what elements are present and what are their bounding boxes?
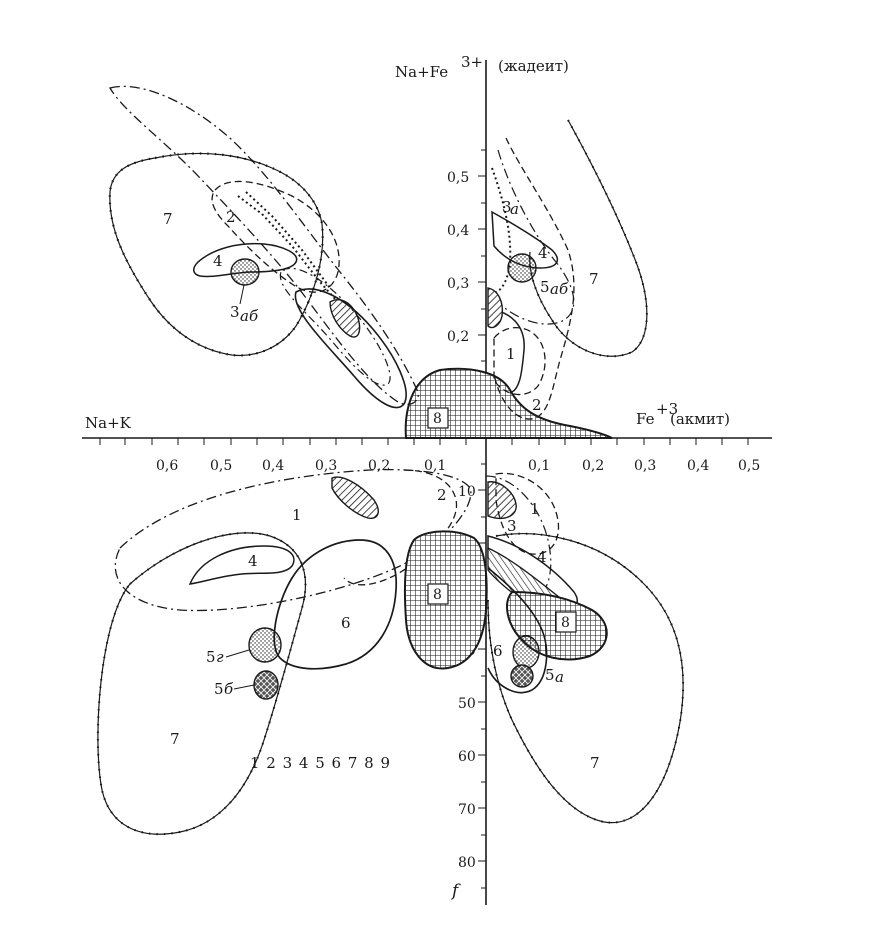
tick-label: 0,4 [262,458,285,474]
label-4-ll: 4 [248,552,258,570]
label-5ab-ur-sub: аб [550,280,569,298]
tick-label: 0,3 [634,458,657,474]
y-axis-ticks [478,150,486,888]
label-3ab-ul-sub: аб [240,307,259,325]
label-4-ul: 4 [213,252,223,270]
field-2-upper-right [494,138,574,419]
field-5g-lower-left [249,628,281,662]
label-7-ul: 7 [163,210,173,228]
label-1-ll: 1 [292,506,302,524]
field-5-stippled-lower-right [513,636,539,668]
tick-label: 70 [458,802,476,818]
upper-y-tick-labels [447,170,479,396]
label-1-lr: 1 [530,500,540,518]
legend-sequence: 1 2 3 4 5 6 7 8 9 [250,754,392,772]
leader-5g [226,650,249,657]
field-5ab-upper-right [508,254,536,282]
label-8-ll: 8 [433,587,442,603]
field-hatched-lower-right [488,482,516,519]
field-7-upper-right-outline [530,120,647,356]
leader-5b [234,685,254,689]
left-axis-label: Na+K [85,414,131,432]
tick-label: 0,5 [738,458,761,474]
x-right-tick-labels [528,458,760,474]
tick-label: 80 [458,855,476,871]
field-hatched-upper-right [488,288,502,328]
tick-label: 0,3 [447,276,470,292]
field-1-upper-left-envelope [110,86,418,404]
top-axis-superscript: 3+ [461,53,484,71]
label-8-center: 8 [433,411,442,427]
tick-label: 0,2 [368,458,391,474]
axes [82,60,772,905]
field-dotted-corridor [238,192,336,300]
label-7-lr: 7 [590,754,600,772]
label-2-ul: 2 [226,208,236,226]
field-hatched-lower-left [332,477,378,518]
field-6-lower-left [274,540,396,669]
label-2-ll: 2 [437,486,447,504]
label-4-ur: 4 [538,244,548,262]
field-3ab-upper-left [231,259,259,285]
label-1-ur: 1 [506,345,516,363]
label-7-ll: 7 [170,730,180,748]
label-3-lr: 3 [507,517,517,535]
leader-3ab [240,285,244,304]
bottom-axis-label: f [452,881,459,901]
x-axis-ticks [100,438,748,445]
label-3ab-ul: 3 [230,303,240,321]
right-axis-label: Fe [636,410,655,428]
label-5a-lr-sub: а [555,668,564,686]
label-5ab-ur: 5 [540,278,550,296]
label-5g-ll-sub: г [216,648,224,666]
tick-label: 0,4 [687,458,710,474]
label-5a-lr: 5 [545,666,555,684]
label-5b-ll: 5 [214,680,224,698]
label-5b-ll-sub: б [224,680,234,698]
tick-label: 0,5 [210,458,233,474]
top-axis-label: Na+Fe [395,63,449,81]
label-5g-ll: 5 [206,648,216,666]
tick-label: 0,3 [315,458,338,474]
tick-label: 0,6 [156,458,179,474]
label-3a-ur-sub: а [510,200,519,218]
label-3a-ur: 3 [502,198,512,216]
tick-label: 0,1 [528,458,551,474]
right-axis-superscript: +3 [656,400,679,418]
right-axis-note: (акмит) [670,410,730,428]
field-hatched-upper-left [330,300,360,337]
tick-label: 0,1 [424,458,447,474]
tick-label: 10 [458,484,476,500]
field-7-upper-right [530,120,647,356]
label-4-lr: 4 [537,548,547,566]
tick-label: 60 [458,749,476,765]
tick-label: 0,4 [447,223,470,239]
top-axis-note: (жадеит) [498,57,569,75]
tick-label: 0,5 [447,170,470,186]
label-6-lr: 6 [493,642,503,660]
label-8-lr: 8 [561,615,570,631]
field-4-lower-left [190,546,294,584]
x-left-tick-labels [156,458,446,474]
tick-label: 50 [458,696,476,712]
label-6-ll: 6 [341,614,351,632]
label-7-ur: 7 [589,270,599,288]
label-2-ur: 2 [532,396,542,414]
tick-label: 0,2 [582,458,605,474]
tick-label: 0,2 [447,329,470,345]
field-5a-lower-right [511,665,533,687]
field-5b-lower-left [254,671,278,699]
